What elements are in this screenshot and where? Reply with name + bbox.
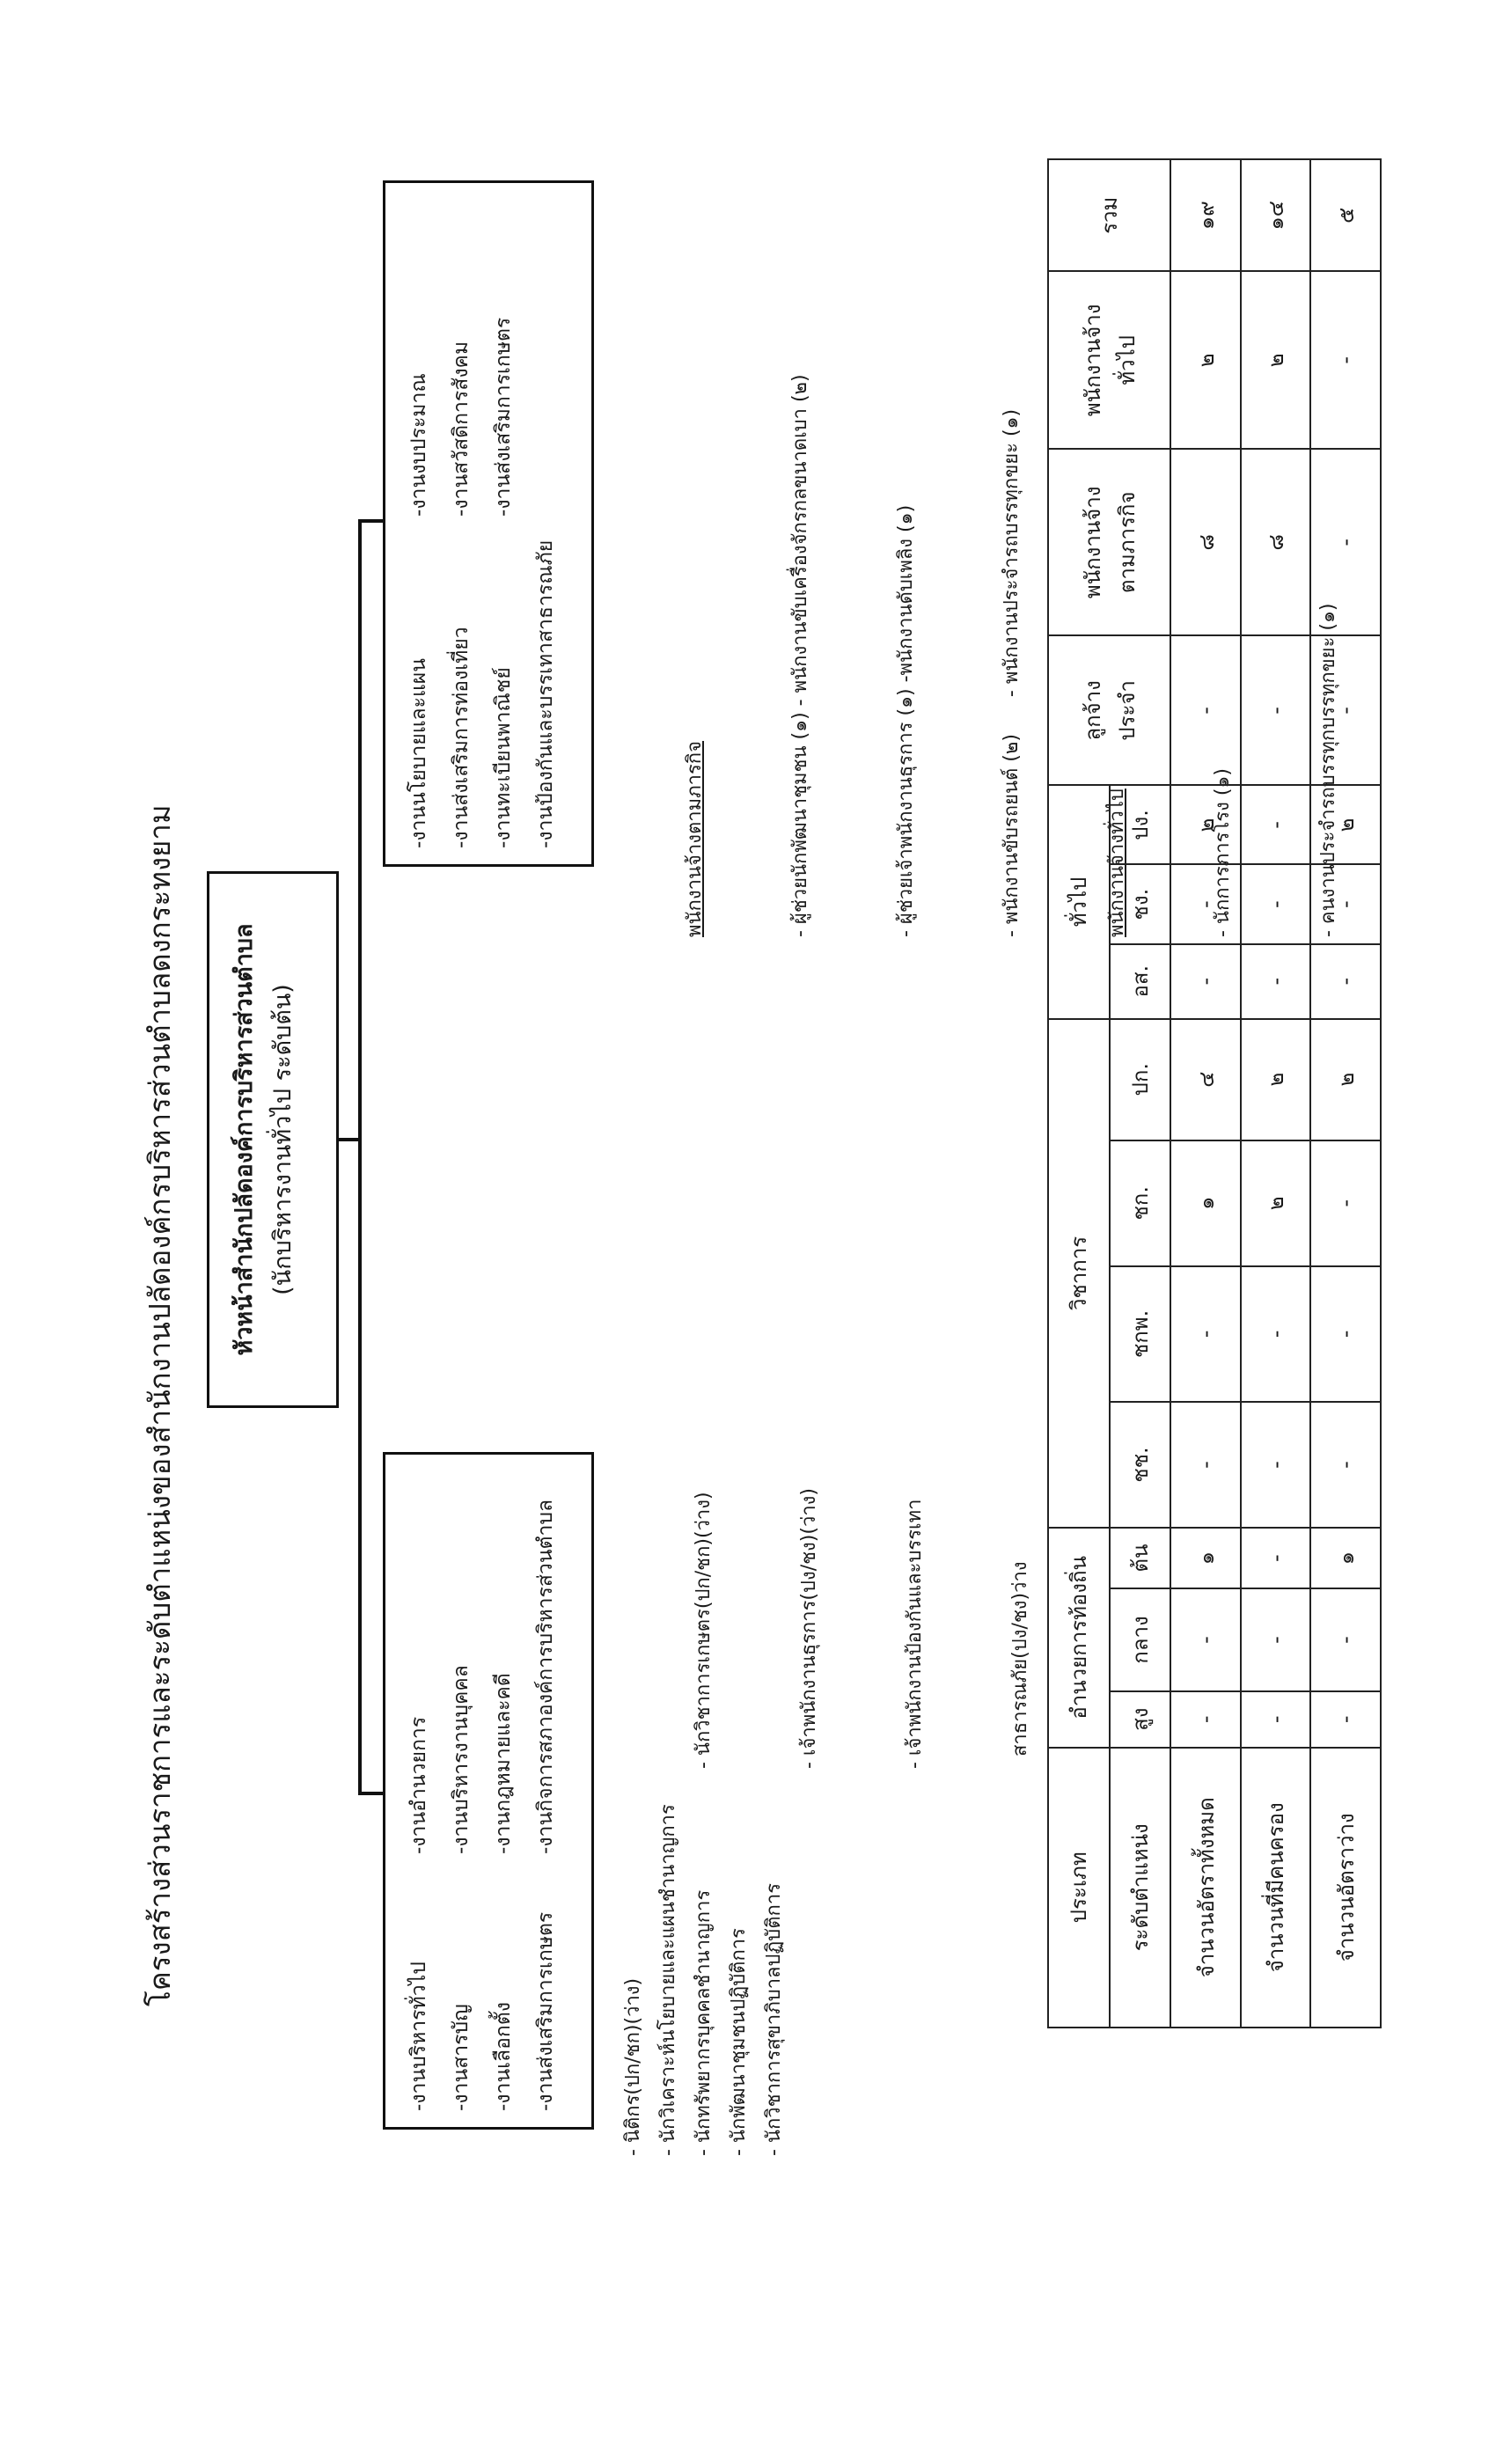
left-staff-col1: [616, 1804, 792, 2156]
table-row: [1170, 159, 1241, 2028]
right-unit-col1: [398, 540, 567, 848]
table-cell: -: [1241, 1691, 1311, 1748]
table-cell: -: [1310, 944, 1381, 1019]
position-table: [1047, 158, 1382, 2028]
table-cell: ๑: [1170, 1528, 1241, 1588]
table-cell: -: [1310, 1402, 1381, 1528]
table-cell: -: [1170, 1402, 1241, 1528]
right-unit-box: [383, 180, 594, 867]
right-unit-item: -งานส่งเสริมการเกษตร: [492, 317, 515, 517]
connector-horizontal: [358, 519, 362, 1795]
table-cell: -: [1310, 865, 1381, 944]
subheader: ปง.: [1110, 785, 1171, 864]
table-cell: ๒: [1241, 1019, 1311, 1140]
right-unit-item: -งานงบประมาณ: [407, 373, 430, 517]
right-unit-item: -งานส่งเสริมการท่องเที่ยว: [450, 627, 473, 848]
row-label: จำนวนอัตราทั้งหมด: [1170, 1748, 1241, 2028]
right-unit-item: -งานทะเบียนพาณิชย์: [492, 667, 515, 848]
subheader: ชกพ.: [1110, 1266, 1171, 1402]
staff-line: - ผู้ช่วยนักพัฒนาชุมชน (๑) - พนักงานขับเครื่องจักรกลขนาดเบา (๒): [789, 374, 811, 937]
left-unit-box: [383, 1452, 594, 2130]
staff-line: - เจ้าพนักงานธุรการ(ปง/ชง)(ว่าง): [798, 1488, 820, 1769]
table-cell: -: [1310, 1140, 1381, 1266]
table-row: [1310, 159, 1381, 2028]
subheader: ปก.: [1110, 1019, 1171, 1140]
table-cell: ๒: [1170, 272, 1241, 450]
table-cell: -: [1310, 272, 1381, 450]
table-cell: -: [1241, 635, 1311, 785]
left-unit-item: -งานกิจการสภาองค์การบริหารส่วนตำบล: [534, 1499, 557, 1854]
table-cell: ๑๔: [1241, 159, 1311, 272]
table-cell: ๑๙: [1170, 159, 1241, 272]
left-unit-item: -งานส่งเสริมการเกษตร: [534, 1911, 557, 2111]
subheader: ชก.: [1110, 1140, 1171, 1266]
staff-line: สาธารณภัย(ปง/ชง)ว่าง: [1009, 1561, 1031, 1769]
staff-line: - นิติกร(ปก/ชก)(ว่าง): [622, 1977, 644, 2156]
right-unit-item: -งานป้องกันและบรรเทาสาธารณภัย: [534, 539, 557, 848]
left-unit-item: -งานบริหารงานบุคคล: [450, 1665, 473, 1854]
table-cell: -: [1310, 449, 1381, 635]
connector-vertical: [339, 1138, 360, 1141]
table-cell: -: [1310, 635, 1381, 785]
table-cell: ๑: [1170, 1140, 1241, 1266]
table-row: [1241, 159, 1311, 2028]
table-cell: -: [1170, 1691, 1241, 1748]
table-cell: ๒: [1310, 1019, 1381, 1140]
subheader: ชช.: [1110, 1402, 1171, 1528]
table-cell: ๒: [1310, 785, 1381, 864]
staff-line: - นักการภารโรง (๑): [1212, 768, 1234, 937]
header-group: วิชาการ: [1048, 1019, 1110, 1529]
connector-left-drop: [358, 1792, 383, 1795]
table-cell: ๒: [1170, 785, 1241, 864]
header-group: อำนวยการท้องถิ่น: [1048, 1528, 1110, 1747]
table-cell: ๘: [1170, 449, 1241, 635]
head-of-office-box: [207, 871, 339, 1408]
connector-right-drop: [358, 519, 383, 523]
table-cell: -: [1241, 785, 1311, 864]
staff-line: - นักวิเคราะห์นโยบายและแผนชำนาญการ: [657, 1804, 679, 2156]
table-cell: -: [1170, 635, 1241, 785]
header-group: ลูกจ้าง ประจำ: [1048, 635, 1170, 785]
table-cell: ๒: [1241, 1140, 1311, 1266]
left-unit-item: -งานเลือกตั้ง: [492, 2001, 515, 2111]
left-unit-item: -งานกฎหมายและคดี: [492, 1673, 515, 1854]
table-cell: -: [1310, 1266, 1381, 1402]
head-title: หัวหน้าสำนักปลัดองค์การบริหารส่วนตำบล: [231, 923, 258, 1356]
staff-line: - คนงานประจำรถบรรทุกบรรทุกขยะ (๑): [1317, 603, 1339, 937]
table-cell: ๒: [1241, 272, 1311, 450]
table-header-row: [1048, 159, 1110, 2028]
subheader: กลาง: [1110, 1588, 1171, 1691]
staff-line: - เจ้าพนักงานป้องกันและบรรเทา: [904, 1499, 926, 1769]
subheader: ต้น: [1110, 1528, 1171, 1588]
header-group: ทั่วไป: [1048, 785, 1110, 1018]
left-staff-col2: [616, 1488, 1109, 1769]
general-staff-heading: พนักงานจ้างทั่วไป: [1106, 788, 1128, 937]
staff-line: - นักทรัพยากรบุคคลชำนาญการ: [693, 1889, 715, 2156]
page-title: โครงสร้างส่วนราชการและระดับตำแหน่งของสำนักงานปลัดองค์กรบริหารส่วนตำบลดงกระทงยาม: [143, 804, 177, 2006]
right-unit-col2: [398, 318, 524, 517]
row-label: จำนวนอัตราว่าง: [1310, 1748, 1381, 2028]
table-cell: ๘: [1241, 449, 1311, 635]
left-unit-col1: [398, 1912, 567, 2111]
table-cell: ๕: [1310, 159, 1381, 272]
left-unit-col2: [398, 1500, 567, 1854]
subheader: ชง.: [1110, 865, 1171, 944]
header-type: ประเภท: [1048, 1748, 1110, 2028]
left-unit-item: -งานสารบัญ: [450, 2004, 473, 2111]
right-unit-item: -งานสวัสดิการสังคม: [450, 341, 473, 517]
table-cell: -: [1241, 1266, 1311, 1402]
table-cell: -: [1170, 1266, 1241, 1402]
table-cell: -: [1241, 865, 1311, 944]
header-group: รวม: [1048, 159, 1170, 272]
table-cell: -: [1241, 1402, 1311, 1528]
staff-line: - พนักงานขับรถยนต์ (๒) - พนักงานประจำรถบรรทุกขยะ (๑): [1001, 408, 1023, 937]
staff-line: - นักพัฒนาชุมชนปฏิบัติการ: [728, 1928, 750, 2156]
table-cell: ๔: [1170, 1019, 1241, 1140]
staff-line: - นักวิชาการเกษตร(ปก/ชก)(ว่าง): [693, 1492, 715, 1769]
table-cell: -: [1170, 1588, 1241, 1691]
staff-line: - นักวิชาการสุขาภิบาลปฏิบัติการ: [763, 1882, 785, 2156]
table-cell: -: [1170, 865, 1241, 944]
subheader: สูง: [1110, 1691, 1171, 1748]
header-group: พนักงานจ้าง ทั่วไป: [1048, 272, 1170, 450]
staff-line: - ผู้ช่วยเจ้าพนักงานธุรการ (๑) -พนักงานดับเพลิง (๑): [895, 504, 917, 937]
right-unit-item: -งานนโยบายและแผน: [407, 657, 430, 848]
left-unit-item: -งานบริหารทั่วไป: [407, 1962, 430, 2111]
header-level: ระดับตำแหน่ง: [1110, 1748, 1171, 2028]
contract-staff-heading: พนักงานจ้างตามภารกิจ: [684, 740, 706, 937]
table-cell: -: [1241, 1528, 1311, 1588]
table-cell: ๑: [1310, 1528, 1381, 1588]
header-group: พนักงานจ้าง ตามภารกิจ: [1048, 449, 1170, 635]
head-subtitle: (นักบริหารงานทั่วไป ระดับต้น): [269, 984, 297, 1295]
row-label: จำนวนที่มีคนครอง: [1241, 1748, 1311, 2028]
table-cell: -: [1241, 1588, 1311, 1691]
table-cell: -: [1310, 1588, 1381, 1691]
subheader: อส.: [1110, 944, 1171, 1019]
table-cell: -: [1241, 944, 1311, 1019]
table-cell: -: [1310, 1691, 1381, 1748]
left-unit-item: -งานอำนวยการ: [407, 1716, 430, 1854]
table-cell: -: [1170, 944, 1241, 1019]
